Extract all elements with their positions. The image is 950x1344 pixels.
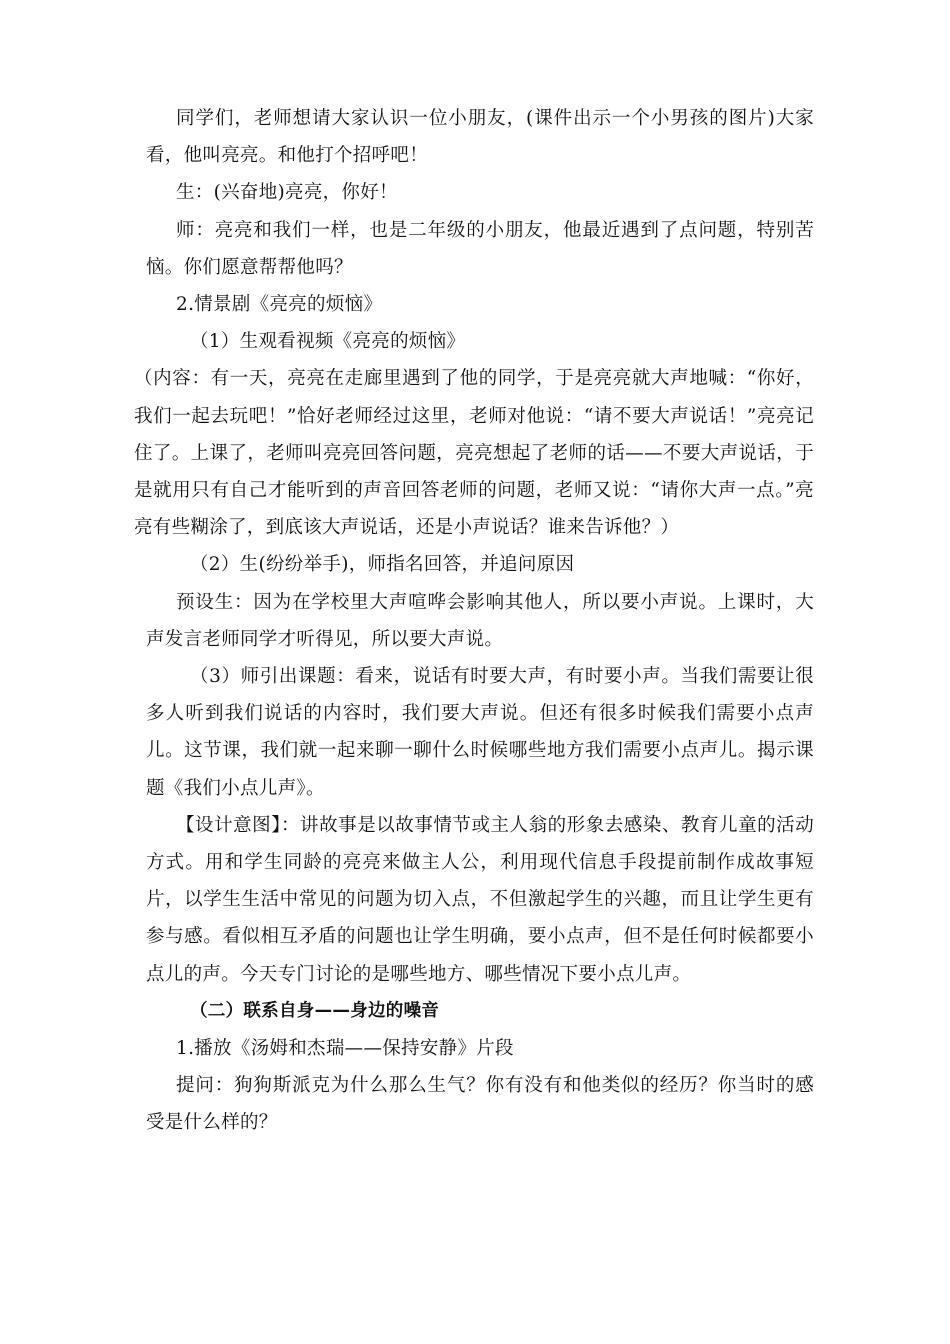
section-heading-noise: （二）联系自身——身边的噪音 bbox=[190, 1000, 440, 1021]
paragraph-video-content: （内容：有一天，亮亮在走廊里遇到了他的同学，于是亮亮就大声地喊：“你好，我们一起去玩吧！”恰好老师经过这里，老师对他说：“请不要大声说话！”亮亮记住了。上课了，老师叫亮亮回答问题，亮亮想起了老师的话——不要大声说话，于是就用只有自己才能听到的声音回答老师的问题，老师又说：“请你大声一点。”亮亮有些糊涂了，到底该大声说话，还是小声说话？谁来告诉他？） bbox=[134, 368, 814, 539]
paragraph-question: 提问：狗狗斯派克为什么那么生气？你有没有和他类似的经历？你当时的感受是什么样的？ bbox=[146, 1075, 814, 1134]
step-2-answer: （2）生(纷纷举手)，师指名回答，并追问原因 bbox=[190, 554, 575, 576]
paragraph-student-greeting: 生：(兴奋地)亮亮，你好！ bbox=[176, 182, 398, 204]
document-body bbox=[134, 100, 814, 1142]
paragraph-design-intent: 【设计意图】：讲故事是以故事情节或主人翁的形象去感染、教育儿童的活动方式。用和学生同龄的亮亮来做主人公，利用现代信息手段提前制作成故事短片，以学生生活中常见的问题为切入点，不但激起学生的兴趣，而且让学生更有参与感。看似相互矛盾的问题也让学生明确，要小点声，但不是任何时候都要小点儿的声。今天专门讨论的是哪些地方、哪些情况下要小点儿声。 bbox=[146, 814, 814, 985]
step-1-watch-video: （1）生观看视频《亮亮的烦恼》 bbox=[190, 331, 466, 353]
section-heading-skit: 2.情景剧《亮亮的烦恼》 bbox=[176, 294, 383, 316]
paragraph-expected-answer: 预设生：因为在学校里大声喧哗会影响其他人，所以要小声说。上课时，大声发言老师同学才听得见，所以要大声说。 bbox=[146, 591, 814, 650]
paragraph-teacher-question: 师：亮亮和我们一样，也是二年级的小朋友，他最近遇到了点问题，特别苦恼。你们愿意帮帮他吗？ bbox=[146, 219, 814, 278]
step-1-play-clip: 1.播放《汤姆和杰瑞——保持安静》片段 bbox=[176, 1038, 514, 1060]
paragraph-intro: 同学们，老师想请大家认识一位小朋友，(课件出示一个小男孩的图片)大家看，他叫亮亮。和他打个招呼吧！ bbox=[146, 108, 814, 167]
step-3-topic: （3）师引出课题：看来，说话有时要大声，有时要小声。当我们需要让很多人听到我们说话的内容时，我们要大声说。但还有很多时候我们需要小点声儿。这节课，我们就一起来聊一聊什么时候哪些地方我们需要小点声儿。揭示课题《我们小点儿声》。 bbox=[146, 666, 814, 799]
